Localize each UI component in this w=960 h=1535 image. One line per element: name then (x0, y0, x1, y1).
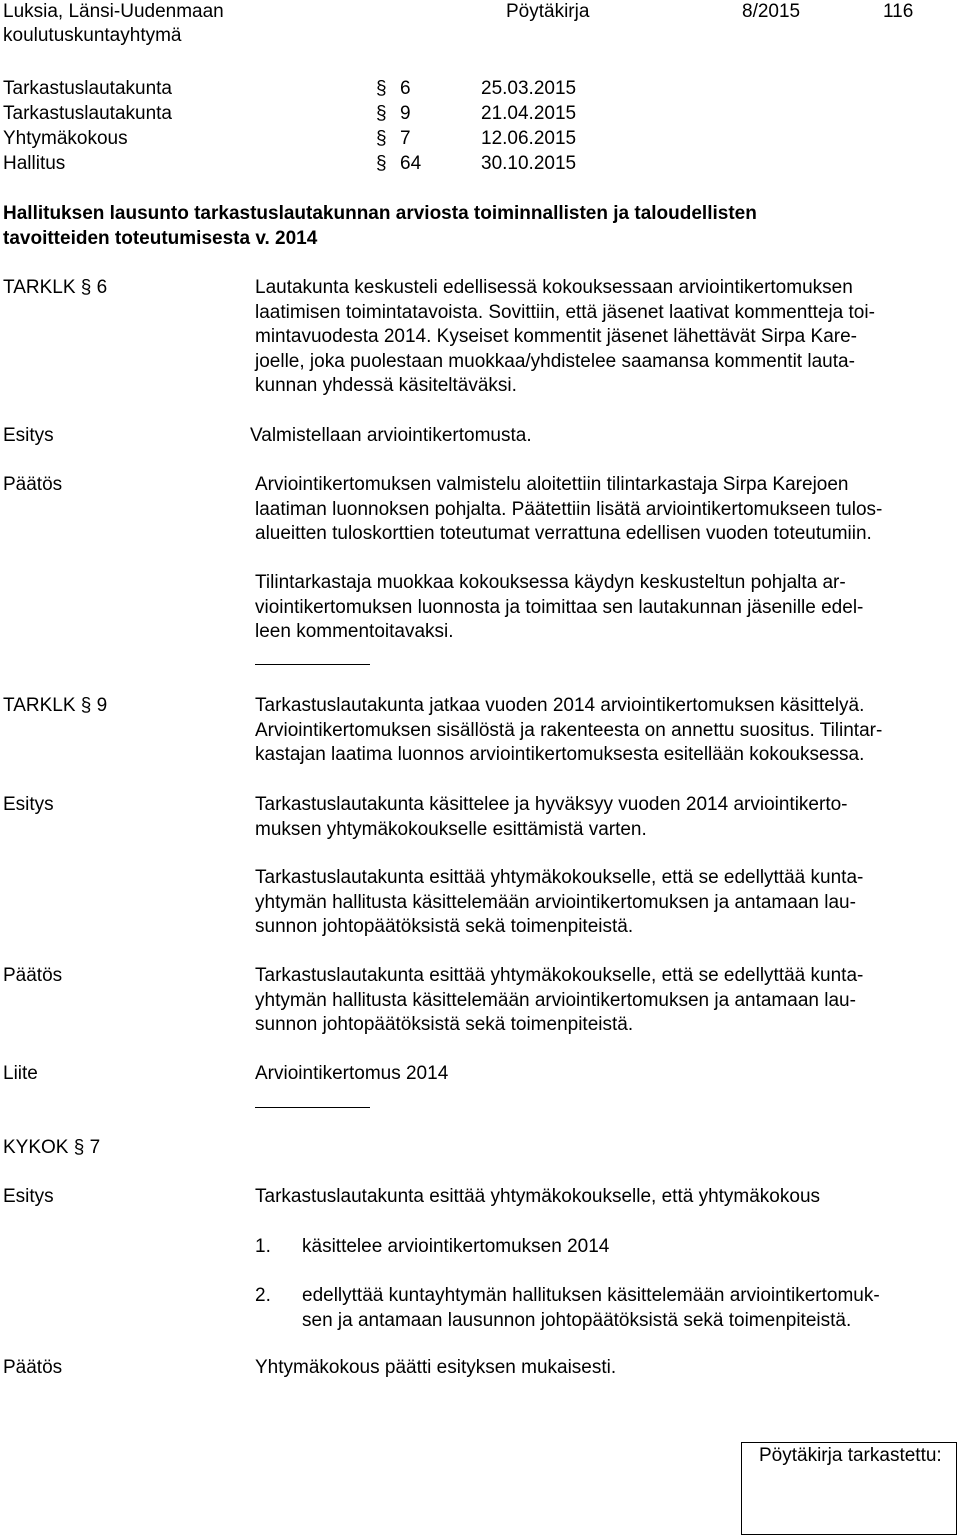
section-sign: § (73, 1137, 85, 1158)
tarklk6-number: 6 (96, 277, 108, 298)
kykok7-heading (3, 1136, 100, 1161)
tarklk9-number: 9 (96, 695, 108, 716)
section-sign: § (80, 695, 92, 716)
kykok7-number: 7 (89, 1137, 101, 1158)
kykok7-label: KYKOK (3, 1137, 69, 1158)
meeting-body: Hallitus (3, 153, 66, 174)
tarklk9-esitys-text2: Tarkastuslautakunta esittää yhtymäkokoukselle, että se edellyttää kunta- yhtymän hallitusta käsittelemään arviointikertomuksen ja antamaan lau- sunnon johtopäätöksistä sekä toimenpiteistä. (255, 867, 864, 937)
tarklk9-liite-label: Liite (3, 1063, 38, 1084)
tarklk6-esitys-label: Esitys (3, 425, 54, 446)
tarklk6-heading (3, 276, 107, 301)
tarklk9-liite-text: Arviointikertomus 2014 (255, 1063, 449, 1084)
tarklk9-body: Tarkastuslautakunta jatkaa vuoden 2014 arviointikertomuksen käsittelyä. Arviointikertomuksen sisällöstä ja rakenteesta on annettu suositus. Tilintar- kastajan laatima luonnos arviointikertomuksesta esitellään kokouksessa. (255, 695, 883, 765)
tarklk9-esitys-label: Esitys (3, 794, 54, 815)
meeting-body: Tarkastuslautakunta (3, 103, 172, 124)
meeting-date: 25.03.2015 (481, 78, 577, 99)
tarklk9-esitys-text: Tarkastuslautakunta käsittelee ja hyväksyy vuoden 2014 arviointikerto- muksen yhtymäkokoukselle esittämistä varten. (255, 794, 848, 840)
section-sign: § (376, 103, 387, 124)
organization-name-line2: koulutuskuntayhtymä (3, 25, 182, 46)
document-number: 8/2015 (742, 1, 801, 22)
list-item-number: 1. (255, 1236, 271, 1257)
meeting-body: Tarkastuslautakunta (3, 78, 172, 99)
document-title: Hallituksen lausunto tarkastuslautakunnan arviosta toiminnallisten ja taloudellisten (3, 203, 757, 224)
section-sign: § (376, 153, 387, 174)
tarklk9-label: TARKLK (3, 695, 76, 716)
organization-name: Luksia, Länsi-Uudenmaan (3, 1, 224, 22)
list-item: edellyttää kuntayhtymän hallituksen käsittelemään arviointikertomuk- sen ja antamaan lausunnon johtopäätöksistä sekä toimenpiteistä. (302, 1285, 880, 1331)
meeting-section: 6 (400, 78, 411, 99)
tarklk6-label: TARKLK (3, 277, 76, 298)
section-sign: § (80, 277, 92, 298)
meeting-date: 12.06.2015 (481, 128, 577, 149)
meeting-section: 64 (400, 153, 422, 174)
review-box (741, 1442, 957, 1535)
kykok7-paatos-label: Päätös (3, 1357, 63, 1378)
list-item: käsittelee arviointikertomuksen 2014 (302, 1236, 610, 1257)
kykok7-esitys-text: Tarkastuslautakunta esittää yhtymäkokoukselle, että yhtymäkokous (255, 1186, 821, 1207)
tarklk9-paatos-label: Päätös (3, 965, 63, 986)
tarklk9-heading (3, 694, 107, 719)
tarklk6-paatos-text2: Tilintarkastaja muokkaa kokouksessa käydyn keskusteltun pohjalta ar- viointikertomuksen luonnosta ja toimittaa sen lautakunnan jäsenille edel- leen kommentoitavaksi. (255, 572, 864, 642)
tarklk9-paatos-text: Tarkastuslautakunta esittää yhtymäkokoukselle, että se edellyttää kunta- yhtymän hallitusta käsittelemään arviointikertomuksen ja antamaan lau- sunnon johtopäätöksistä sekä toimenpiteistä. (255, 965, 864, 1035)
kykok7-esitys-label: Esitys (3, 1186, 54, 1207)
tarklk6-paatos-label: Päätös (3, 474, 63, 495)
tarklk6-paatos-text: Arviointikertomuksen valmistelu aloitettiin tilintarkastaja Sirpa Karejoen laatiman luonnoksen pohjalta. Päätettiin lisätä arviointikertomukseen tulos- alueitten tuloskorttien toteutumat verrattuna edellisen vuoden toteutumiin. (255, 474, 883, 544)
meeting-body: Yhtymäkokous (3, 128, 128, 149)
section-divider (255, 1107, 370, 1108)
list-item-number: 2. (255, 1285, 271, 1306)
meeting-date: 30.10.2015 (481, 153, 577, 174)
tarklk6-body: Lautakunta keskusteli edellisessä kokouksessaan arviointikertomuksen laatimisen toimintatavoista. Sovittiin, että jäsenet laativat kommentteja toi- mintavuodesta 2014. Kyseiset kommentit jäsenet lähettävät Sirpa Kare- joelle, joka puolestaan muokkaa/yhdistelee saamansa kommentit lauta- kunnan yhdessä käsiteltäväksi. (255, 277, 875, 396)
tarklk6-esitys-text: Valmistellaan arviointikertomusta. (250, 425, 532, 446)
kykok7-paatos-text: Yhtymäkokous päätti esityksen mukaisesti. (255, 1357, 617, 1378)
document-title-line2: tavoitteiden toteutumisesta v. 2014 (3, 228, 318, 249)
section-sign: § (376, 78, 387, 99)
page-number: 116 (883, 1, 914, 22)
document-type: Pöytäkirja (506, 1, 590, 22)
review-label: Pöytäkirja tarkastettu: (759, 1445, 942, 1466)
section-divider (255, 664, 370, 665)
meeting-section: 7 (400, 128, 411, 149)
meeting-section: 9 (400, 103, 411, 124)
section-sign: § (376, 128, 387, 149)
meeting-date: 21.04.2015 (481, 103, 577, 124)
